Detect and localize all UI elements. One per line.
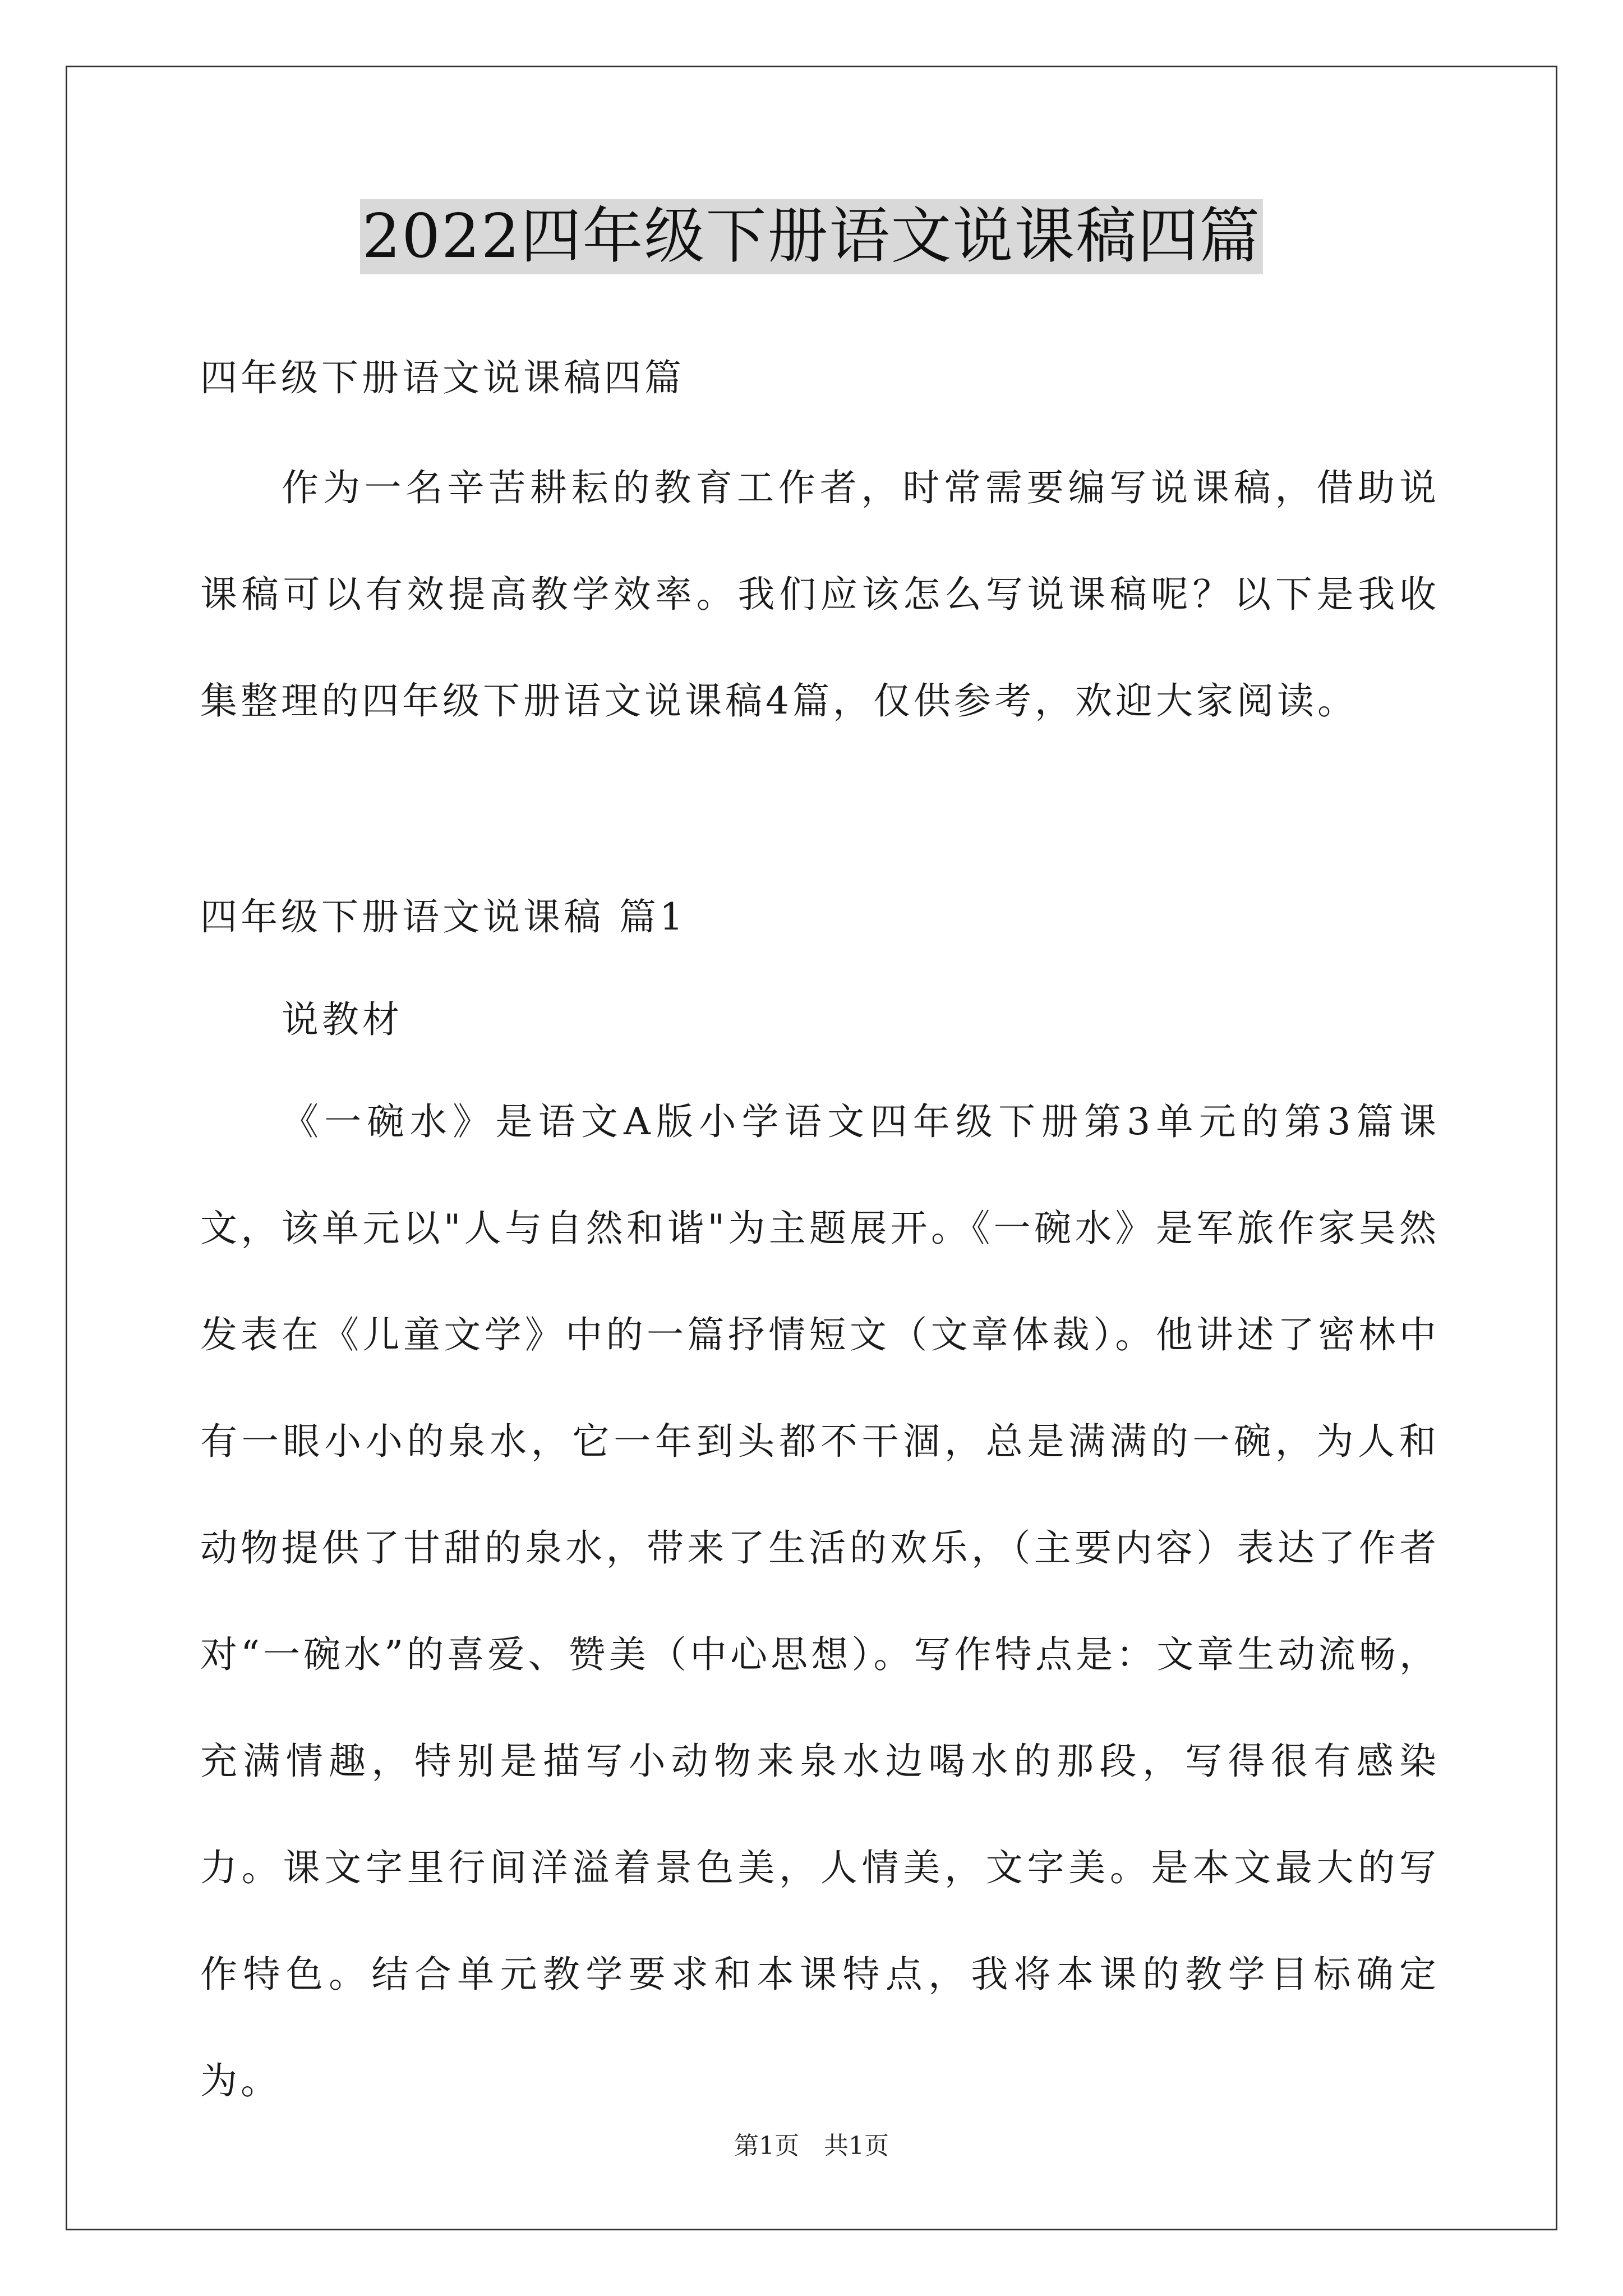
document-title: 2022四年级下册语文说课稿四篇 (360, 199, 1264, 274)
section-heading: 四年级下册语文说课稿 篇1 (200, 895, 686, 938)
section-subheading: 说教材 (282, 998, 403, 1041)
body-paragraph: 《一碗水》是语文A版小学语文四年级下册第3单元的第3篇课文，该单元以"人与自然和谐"为主题展开。《一碗水》是军旅作家吴然发表在《儿童文学》中的一篇抒情短文（文章体裁）。他讲述了密林中有一眼小小的泉水，它一年到头都不干涸，总是满满的一碗，为人和动物提供了甘甜的泉水，带来了生活的欢乐，（主要内容）表达了作者对“一碗水”的喜爱、赞美（中心思想）。写作特点是：文章生动流畅，充满情趣，特别是描写小动物来泉水边喝水的那段，写得很有感染力。课文字里行间洋溢着景色美，人情美，文字美。是本文最大的写作特色。结合单元教学要求和本课特点，我将本课的教学目标确定为。 (200, 1100, 1440, 2102)
document-subtitle: 四年级下册语文说课稿四篇 (200, 356, 685, 399)
intro-paragraph: 作为一名辛苦耕耘的教育工作者，时常需要编写说课稿，借助说课稿可以有效提高教学效率。我们应该怎么写说课稿呢？以下是我收集整理的四年级下册语文说课稿4篇，仅供参考，欢迎大家阅读。 (200, 466, 1440, 723)
title-container (0, 199, 1623, 274)
page-footer: 第1页 共1页 (734, 2132, 889, 2160)
